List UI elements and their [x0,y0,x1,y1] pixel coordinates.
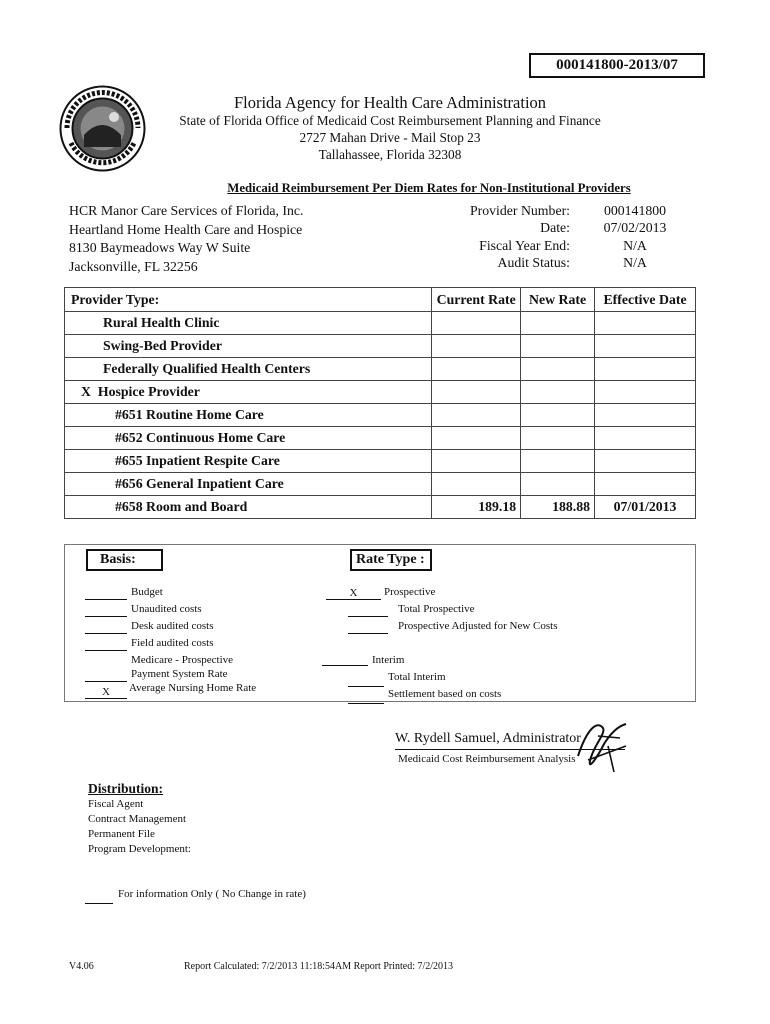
table-row [65,427,696,450]
rate-type-label: Prospective Adjusted for New Costs [398,620,558,632]
info-only-mark [85,892,113,904]
address-line-1: 2727 Mahan Drive - Mail Stop 23 [299,130,481,145]
table-row [65,335,696,358]
current-rate [432,427,521,450]
row-label [65,381,432,404]
effective-date-header: Effective Date [595,288,696,312]
provider-street: 8130 Baymeadows Way W Suite [69,240,251,255]
effective-date [595,358,696,381]
row-label-text: Hospice Provider [97,384,200,399]
row-label: Swing-Bed Provider [65,335,432,358]
effective-date [595,312,696,335]
row-label: #658 Room and Board [65,496,432,519]
table-row [65,404,696,427]
audit-status-label: Audit Status: [497,255,570,270]
rates-table [64,287,696,519]
new-rate [521,358,595,381]
new-rate: 188.88 [521,496,595,519]
table-row [65,473,696,496]
effective-date: 07/01/2013 [595,496,696,519]
office-name: State of Florida Office of Medicaid Cost Reimbursement Planning and Finance [179,113,601,128]
table-row [65,450,696,473]
provider-name-1: HCR Manor Care Services of Florida, Inc. [69,203,304,218]
handwritten-signature-icon [568,716,630,776]
effective-date [595,404,696,427]
document-id: 000141800-2013/07 [529,53,705,78]
signatory-name: W. Rydell Samuel, Administrator [395,731,581,746]
report-timestamp: Report Calculated: 7/2/2013 11:18:54AM Report Printed: 7/2/2013 [184,961,454,972]
basis-label: Payment System Rate [131,668,228,680]
effective-date [595,450,696,473]
table-row [65,358,696,381]
effective-date [595,473,696,496]
row-label: #651 Routine Home Care [65,404,432,427]
effective-date [595,381,696,404]
basis-mark [85,588,127,600]
table-row [65,312,696,335]
version-label: V4.06 [69,961,94,972]
basis-label: Field audited costs [131,637,214,649]
rate-type-label: Total Interim [388,671,446,683]
distribution-item: Program Development: [88,843,191,855]
rate-type-mark [348,675,384,687]
table-row [65,381,696,404]
report-title: Medicaid Reimbursement Per Diem Rates for Non-Institutional Providers [227,181,631,195]
rate-type-mark [348,622,388,634]
new-rate-header: New Rate [521,288,595,312]
rate-type-label: Interim [372,654,405,666]
current-rate [432,450,521,473]
basis-label: Medicare - Prospective [131,654,234,666]
distribution-item: Contract Management [88,813,187,825]
new-rate [521,427,595,450]
rate-type-mark: X [326,588,381,600]
effective-date [595,335,696,358]
current-rate [432,404,521,427]
basis-mark [85,622,127,634]
basis-label: Desk audited costs [131,620,214,632]
basis-mark: X [85,687,127,699]
rate-type-label: Settlement based on costs [388,688,502,700]
current-rate: 189.18 [432,496,521,519]
basis-mark [85,605,127,617]
basis-label: Budget [131,586,163,598]
agency-name: Florida Agency for Health Care Administration [233,93,547,112]
rate-type-mark [322,654,368,666]
basis-label: Unaudited costs [131,603,202,615]
current-rate [432,473,521,496]
new-rate [521,335,595,358]
current-rate [432,335,521,358]
rate-type-mark [348,605,388,617]
fiscal-year-end-value: N/A [623,238,647,253]
date-value: 07/02/2013 [603,220,667,235]
row-label: Rural Health Clinic [65,312,432,335]
new-rate [521,450,595,473]
current-rate-header: Current Rate [432,288,521,312]
rate-type-title: Rate Type : [350,549,432,571]
provider-number-label: Provider Number: [469,203,570,218]
rate-type-label: Prospective [384,586,436,598]
rate-type-mark [348,692,384,704]
provider-name-2: Heartland Home Health Care and Hospice [69,222,303,237]
current-rate [432,358,521,381]
current-rate [432,312,521,335]
signatory-title: Medicaid Cost Reimbursement Analysis [398,753,576,765]
basis-title: Basis: [86,549,163,571]
table-row [65,496,696,519]
info-only-label: For information Only ( No Change in rate) [118,888,306,900]
checkbox-mark: X [81,384,91,399]
provider-city: Jacksonville, FL 32256 [69,259,198,274]
new-rate [521,473,595,496]
row-label: #652 Continuous Home Care [65,427,432,450]
basis-mark [85,670,127,682]
rates-table-header [65,288,696,312]
current-rate [432,381,521,404]
provider-number-value: 000141800 [603,203,667,218]
provider-type-header: Provider Type: [65,288,432,312]
effective-date [595,427,696,450]
distribution-item: Fiscal Agent [88,798,144,810]
row-label: Federally Qualified Health Centers [65,358,432,381]
row-label: #656 General Inpatient Care [65,473,432,496]
new-rate [521,312,595,335]
fiscal-year-end-label: Fiscal Year End: [479,238,570,253]
state-seal-icon [59,85,146,172]
distribution-item: Permanent File [88,828,155,840]
new-rate [521,381,595,404]
audit-status-value: N/A [623,255,647,270]
date-label: Date: [540,220,570,235]
address-line-2: Tallahassee, Florida 32308 [318,147,462,162]
new-rate [521,404,595,427]
distribution-title: Distribution: [88,781,164,796]
basis-mark [85,639,127,651]
row-label: #655 Inpatient Respite Care [65,450,432,473]
rate-type-label: Total Prospective [398,603,475,615]
basis-label: Average Nursing Home Rate [129,682,257,694]
